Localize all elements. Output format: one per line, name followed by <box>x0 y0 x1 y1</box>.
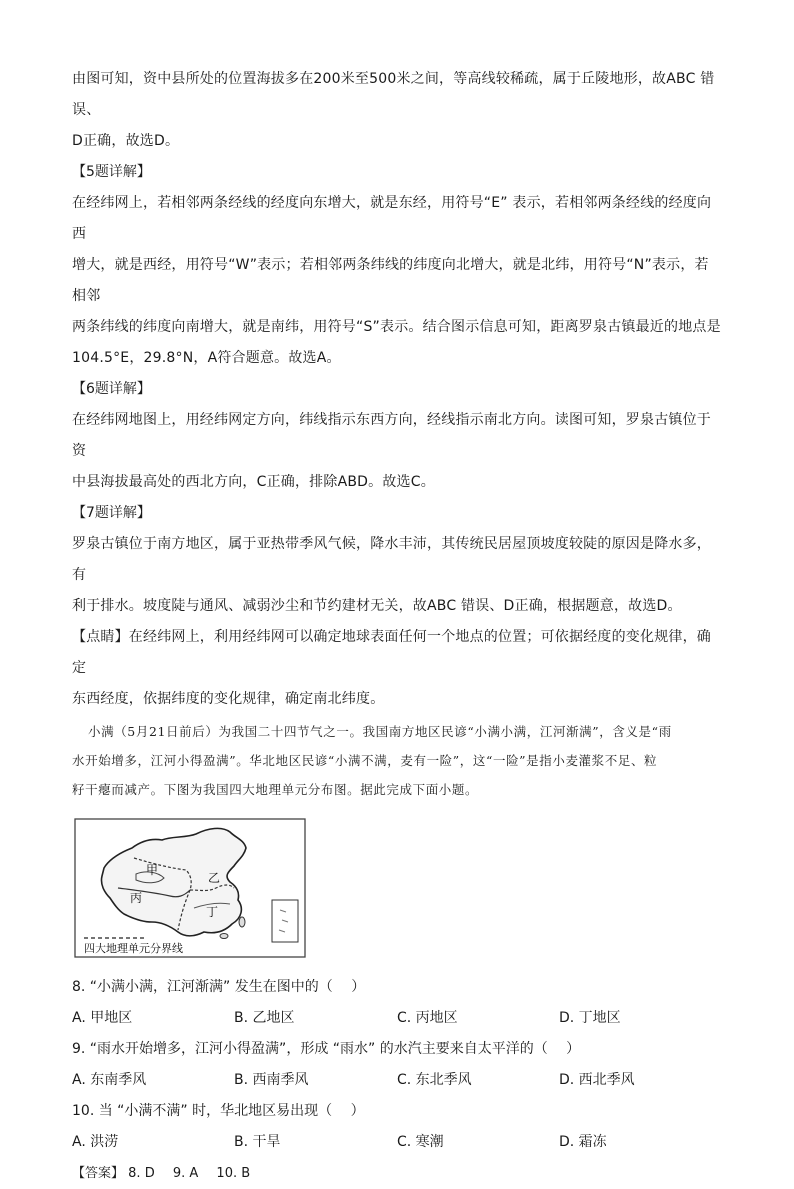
explanation-line: 在经纬网上，若相邻两条经线的经度向东增大，就是东经，用符号“E” 表示，若相邻两条经线的经度向西 <box>72 195 712 242</box>
tip-line: 【点睛】在经纬网上，利用经纬网可以确定地球表面任何一个地点的位置；可依据经度的变化规律，确定 <box>72 629 711 676</box>
section-heading-q7: 【7题详解】 <box>72 505 151 521</box>
option-c[interactable]: C. 寒潮 <box>397 1134 444 1150</box>
option-d[interactable]: D. 丁地区 <box>559 1010 621 1026</box>
map-label-bing: 丙 <box>130 891 143 905</box>
explanation-line: 104.5°E，29.8°N，A符合题意。故选A。 <box>72 350 341 366</box>
option-d[interactable]: D. 西北季风 <box>559 1072 635 1088</box>
option-a[interactable]: A. 洪涝 <box>72 1134 119 1150</box>
question-9-options <box>72 1065 722 1096</box>
map-label-ding: 丁 <box>206 905 219 919</box>
question-10-options <box>72 1127 722 1158</box>
option-a[interactable]: A. 甲地区 <box>72 1010 133 1026</box>
answer-value: 9. A <box>172 1166 199 1181</box>
map-label-yi: 乙 <box>208 871 221 885</box>
option-b[interactable]: B. 乙地区 <box>234 1010 295 1026</box>
explanation-line: 两条纬线的纬度向南增大，就是南纬，用符号“S”表示。结合图示信息可知，距离罗泉古镇最近的地点是 <box>72 319 721 335</box>
question-8-options <box>72 1003 722 1034</box>
option-c[interactable]: C. 东北季风 <box>397 1072 472 1088</box>
option-c[interactable]: C. 丙地区 <box>397 1010 458 1026</box>
map-figure <box>74 818 306 958</box>
option-d[interactable]: D. 霜冻 <box>559 1134 607 1150</box>
passage-line: 小满（5月21日前后）为我国二十四节气之一。我国南方地区民谚“小满小满，江河渐满”，含义是“雨 <box>88 724 672 739</box>
question-10-stem: 10. 当 “小满不满” 时，华北地区易出现（ ） <box>72 1103 365 1119</box>
question-8-stem: 8. “小满小满，江河渐满” 发生在图中的（ ） <box>72 979 366 995</box>
map-label-jia: 甲 <box>146 863 159 877</box>
explanation-line: 利于排水。坡度陡与通风、减弱沙尘和节约建材无关，故ABC 错误、D正确，根据题意，故选D。 <box>72 598 682 614</box>
answer-line <box>72 1158 722 1189</box>
section-heading-q6: 【6题详解】 <box>72 381 151 397</box>
explanation-line: 罗泉古镇位于南方地区，属于亚热带季风气候，降水丰沛，其传统民居屋顶坡度较陡的原因是降水多，有 <box>72 536 711 583</box>
map-legend: 四大地理单元分界线 <box>84 942 183 955</box>
scanned-passage <box>72 717 722 804</box>
question-9-stem: 9. “雨水开始增多，江河小得盈满”，形成 “雨水” 的水汽主要来自太平洋的（ ） <box>72 1041 581 1057</box>
china-geographic-regions-map <box>74 818 306 958</box>
explanation-line: 增大，就是西经，用符号“W”表示；若相邻两条纬线的纬度向北增大，就是北纬，用符号“N”表示，若相邻 <box>72 257 709 304</box>
passage-line: 水开始增多，江河小得盈满”。华北地区民谚“小满不满，麦有一险”，这“一险”是指小麦灌浆不足、粒 <box>72 753 658 768</box>
section-heading-q5: 【5题详解】 <box>72 164 151 180</box>
answer-value: 8. D <box>128 1166 155 1181</box>
tip-line: 东西经度，依据纬度的变化规律，确定南北纬度。 <box>72 691 385 707</box>
answer-value: 10. B <box>216 1166 251 1181</box>
document-page <box>72 64 722 1189</box>
explanation-line: 由图可知，资中县所处的位置海拔多在200米至500米之间，等高线较稀疏，属于丘陵地形，故ABC 错误、 <box>72 71 715 118</box>
option-a[interactable]: A. 东南季风 <box>72 1072 147 1088</box>
passage-line: 籽干瘪而减产。下图为我国四大地理单元分布图。据此完成下面小题。 <box>72 782 479 797</box>
answer-label: 【答案】 <box>72 1166 125 1181</box>
explanation-line: 中县海拔最高处的西北方向，C正确，排除ABD。故选C。 <box>72 474 435 490</box>
explanation-line: D正确，故选D。 <box>72 133 180 149</box>
explanation-line: 在经纬网地图上，用经纬网定方向，纬线指示东西方向，经线指示南北方向。读图可知，罗泉古镇位于资 <box>72 412 711 459</box>
option-b[interactable]: B. 西南季风 <box>234 1072 309 1088</box>
option-b[interactable]: B. 干旱 <box>234 1134 281 1150</box>
